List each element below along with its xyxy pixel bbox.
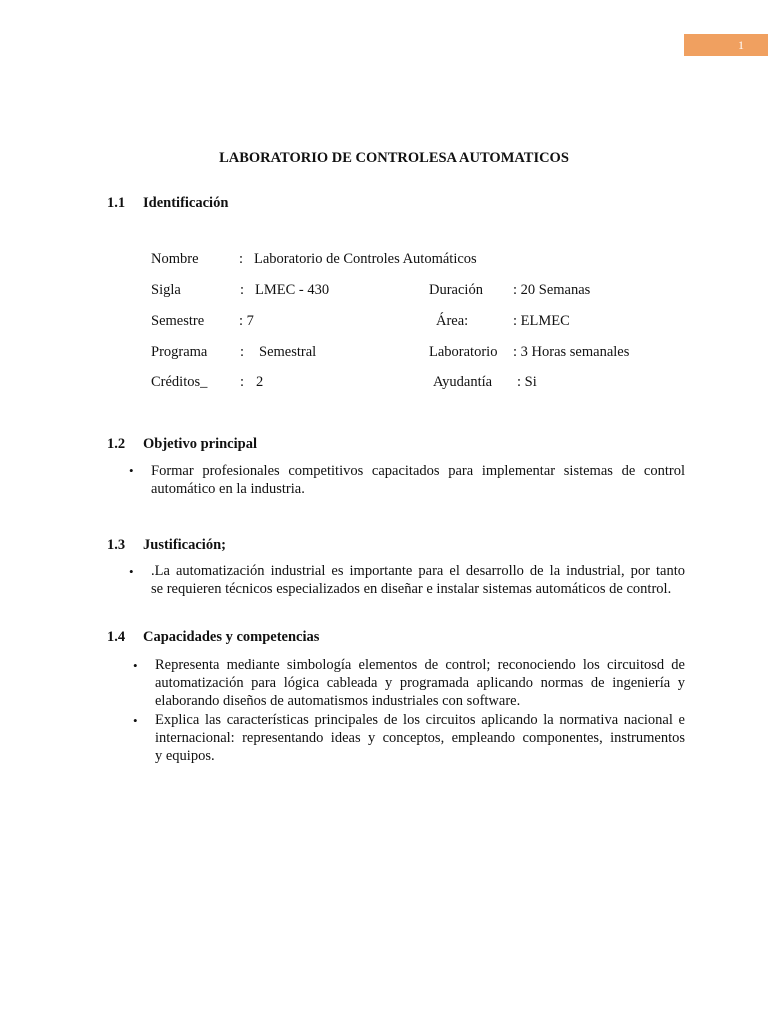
paragraph-line: automático en la industria. bbox=[151, 481, 305, 497]
value-semestre: : 7 bbox=[239, 313, 254, 329]
section-title: Identificación bbox=[143, 195, 229, 211]
label-laboratorio: Laboratorio bbox=[429, 344, 498, 360]
section-number: 1.3 bbox=[107, 537, 126, 553]
page-number-badge: 1 bbox=[684, 34, 768, 56]
bullet-icon: • bbox=[133, 713, 138, 728]
separator-programa: : bbox=[240, 344, 245, 360]
separator-creditos: : bbox=[240, 374, 245, 390]
value-laboratorio: : 3 Horas semanales bbox=[513, 344, 630, 360]
paragraph-line: Explica las características principales de los circuitos aplicando la normativa nacional e bbox=[155, 712, 685, 728]
section-heading-justificacion bbox=[107, 537, 226, 554]
paragraph-line: Representa mediante simbología elementos de control; reconociendo los circuitosd de bbox=[155, 657, 685, 673]
label-creditos: Créditos_ bbox=[151, 374, 208, 390]
section-title: Objetivo principal bbox=[143, 436, 257, 452]
section-title: Capacidades y competencias bbox=[143, 629, 320, 645]
paragraph-line: .La automatización industrial es importante para el desarrollo de la industrial, por tanto bbox=[151, 563, 685, 579]
capacidad-item-2 bbox=[155, 711, 685, 765]
label-programa: Programa bbox=[151, 344, 208, 360]
section-number: 1.2 bbox=[107, 436, 126, 452]
value-nombre: Laboratorio de Controles Automáticos bbox=[254, 251, 477, 267]
paragraph-line: automatización para lógica cableada y programada aplicando normas de ingeniería y bbox=[155, 675, 685, 691]
bullet-icon: • bbox=[133, 658, 138, 673]
separator-sigla: : bbox=[240, 282, 245, 298]
value-duracion: : 20 Semanas bbox=[513, 282, 591, 298]
section-heading-objetivo bbox=[107, 436, 257, 453]
paragraph-line: Formar profesionales competitivos capacitados para implementar sistemas de control bbox=[151, 463, 685, 479]
separator-nombre: : bbox=[239, 251, 244, 267]
paragraph-line: se requieren técnicos especializados en diseñar e instalar sistemas automáticos de control. bbox=[151, 581, 672, 597]
label-area: Área: bbox=[436, 313, 469, 329]
capacidad-item-1 bbox=[155, 656, 685, 710]
justificacion-paragraph bbox=[151, 562, 685, 598]
value-sigla: LMEC - 430 bbox=[255, 282, 330, 298]
paragraph-line: elaborando diseños de automatismos industriales con software. bbox=[155, 693, 521, 709]
bullet-icon: • bbox=[129, 564, 134, 579]
value-programa: Semestral bbox=[259, 344, 317, 360]
label-duracion: Duración bbox=[429, 282, 483, 298]
paragraph-line: y equipos. bbox=[155, 748, 215, 764]
section-number: 1.4 bbox=[107, 629, 126, 645]
label-nombre: Nombre bbox=[151, 251, 199, 267]
label-sigla: Sigla bbox=[151, 282, 181, 298]
label-ayudantia: Ayudantía bbox=[433, 374, 493, 390]
value-area: : ELMEC bbox=[513, 313, 570, 329]
document-title: LABORATORIO DE CONTROLESA AUTOMATICOS bbox=[219, 150, 569, 166]
objetivo-paragraph bbox=[151, 462, 685, 498]
value-ayudantia: : Si bbox=[517, 374, 537, 390]
bullet-icon: • bbox=[129, 463, 134, 478]
value-creditos: 2 bbox=[256, 374, 264, 390]
section-title: Justificación; bbox=[143, 537, 226, 553]
paragraph-line: internacional: representando ideas y conceptos, empleando componentes, instrumentos bbox=[155, 730, 685, 746]
label-semestre: Semestre bbox=[151, 313, 205, 329]
section-heading-capacidades bbox=[107, 629, 319, 646]
section-heading-identificacion bbox=[107, 195, 228, 212]
section-number: 1.1 bbox=[107, 195, 126, 211]
